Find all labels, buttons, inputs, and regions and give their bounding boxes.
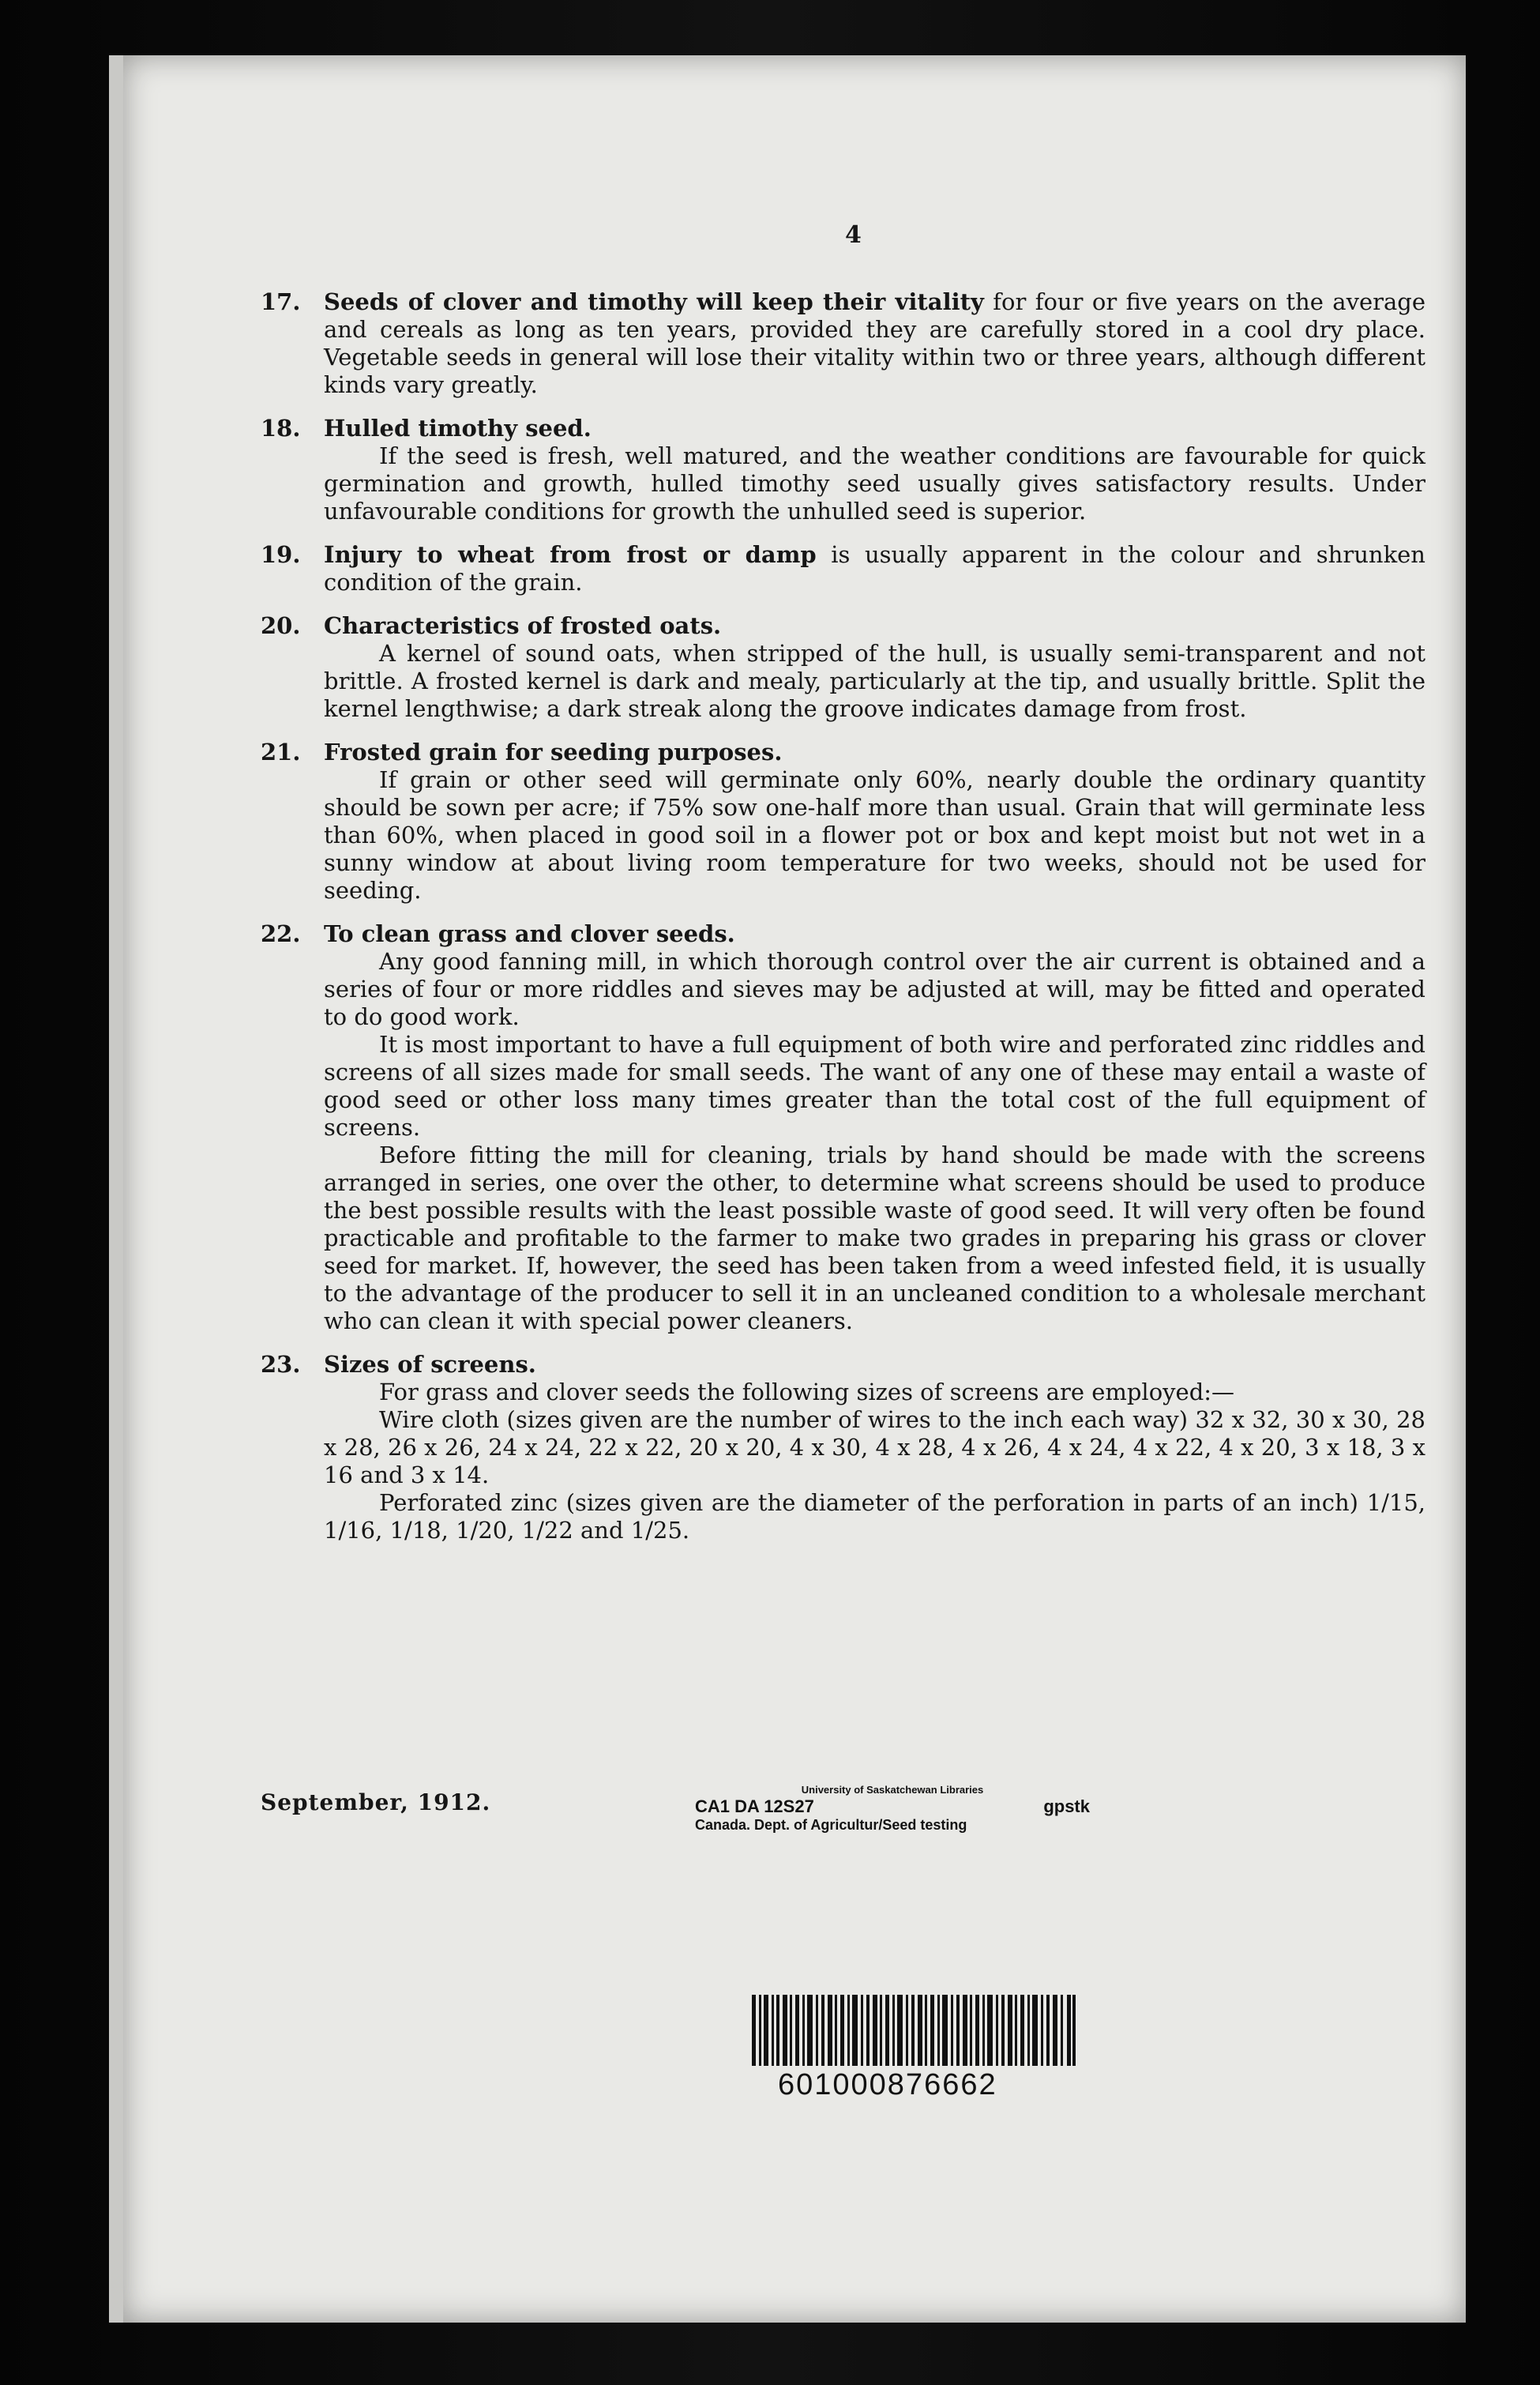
- section-number: 22.: [261, 920, 301, 947]
- barcode-number: 601000876662: [778, 2068, 997, 2101]
- section-21: [261, 739, 1425, 905]
- paragraph: If grain or other seed will germinate only 60%, nearly double the ordinary quantity should be sown per acre; if 75% sow one-half more than usual. Grain that will germinate less than 60%, when placed in good soil in a flower pot or box and kept moist but not wet in a sunny window at about living room temperature for two weeks, should not be used for seeding.: [324, 766, 1425, 904]
- call-number: CA1 DA 12S27: [695, 1796, 814, 1816]
- section-title: Frosted grain for seeding purposes.: [324, 739, 783, 766]
- barcode-icon: [752, 1995, 1076, 2066]
- section-text: for four or five years on the average and cereals as long as ten years, provided they are carefully stored in a cool dry place. Vegetable seeds in general will lose their vitality within two or three years, although different kinds vary greatly.: [324, 288, 1426, 398]
- section-title: To clean grass and clover seeds.: [324, 920, 735, 947]
- section-number: 23.: [261, 1351, 301, 1378]
- paragraph: It is most important to have a full equipment of both wire and perforated zinc riddles and screens of all sizes made for small seeds. The want of any one of these may entail a waste of good seed or other loss many times greater than the total cost of the full equipment of screens.: [324, 1031, 1425, 1141]
- section-18: [261, 415, 1425, 525]
- section-19: [261, 541, 1425, 596]
- catalog-title: Canada. Dept. of Agricultur/Seed testing: [695, 1817, 967, 1833]
- library-name: University of Saskatchewan Libraries: [801, 1784, 984, 1796]
- catalog-code: gpstk: [1043, 1796, 1090, 1816]
- section-title: Seeds of clover and timothy will keep their vitality: [324, 288, 984, 315]
- section-number: 19.: [261, 541, 301, 568]
- section-number: 20.: [261, 612, 301, 639]
- section-title: Injury to wheat from frost or damp: [324, 541, 817, 568]
- section-17: [261, 288, 1425, 399]
- section-text: is usually apparent in the colour and shrunken condition of the grain.: [324, 541, 1425, 596]
- page-number: 4: [845, 221, 862, 249]
- paragraph: Before fitting the mill for cleaning, trials by hand should be made with the screens arranged in series, one over the other, to determine what screens should be used to produce the best possible results with the least possible waste of good seed. It will very often be found practicable and profitable to the farmer to make two grades in preparing his grass or clover seed for market. If, however, the seed has been taken from a weed infested field, it is usually to the advantage of the producer to sell it in an uncleaned condition to a wholesale merchant who can clean it with special power cleaners.: [324, 1142, 1425, 1334]
- paragraph: If the seed is fresh, well matured, and the weather conditions are favourable for quick germination and growth, hulled timothy seed usually gives satisfactory results. Under unfavourable conditions for growth the unhulled seed is superior.: [324, 442, 1425, 525]
- section-title: Hulled timothy seed.: [324, 415, 592, 442]
- document-body: [261, 225, 1425, 1560]
- paragraph: A kernel of sound oats, when stripped of the hull, is usually semi-transparent and not brittle. A frosted kernel is dark and mealy, particularly at the tip, and usually brittle. Split the kernel lengthwise; a dark streak along the groove indicates damage from frost.: [324, 640, 1425, 722]
- section-number: 18.: [261, 415, 301, 442]
- section-title: Characteristics of frosted oats.: [324, 612, 722, 639]
- section-23: [261, 1351, 1425, 1544]
- section-20: [261, 612, 1425, 723]
- paragraph: Any good fanning mill, in which thorough control over the air current is obtained and a series of four or more riddles and sieves may be adjusted at will, may be fitted and operated to do good work.: [324, 948, 1425, 1030]
- publication-date: September, 1912.: [261, 1789, 491, 1815]
- section-number: 21.: [261, 739, 301, 766]
- paragraph: Perforated zinc (sizes given are the diameter of the perforation in parts of an inch) 1/15, 1/16, 1/18, 1/20, 1/22 and 1/25.: [324, 1489, 1425, 1544]
- paragraph: Wire cloth (sizes given are the number of wires to the inch each way) 32 x 32, 30 x 30, 28 x 28, 26 x 26, 24 x 24, 22 x 22, 20 x 20, 4 x 30, 4 x 28, 4 x 26, 4 x 24, 4 x 22, 4 x 20, 3 x 18, 3 x 16 and 3 x 14.: [324, 1406, 1425, 1488]
- section-22: [261, 920, 1425, 1335]
- section-title: Sizes of screens.: [324, 1351, 536, 1378]
- paragraph: For grass and clover seeds the following sizes of screens are employed:—: [379, 1379, 1235, 1405]
- library-label: [695, 1784, 1090, 1834]
- section-number: 17.: [261, 288, 301, 315]
